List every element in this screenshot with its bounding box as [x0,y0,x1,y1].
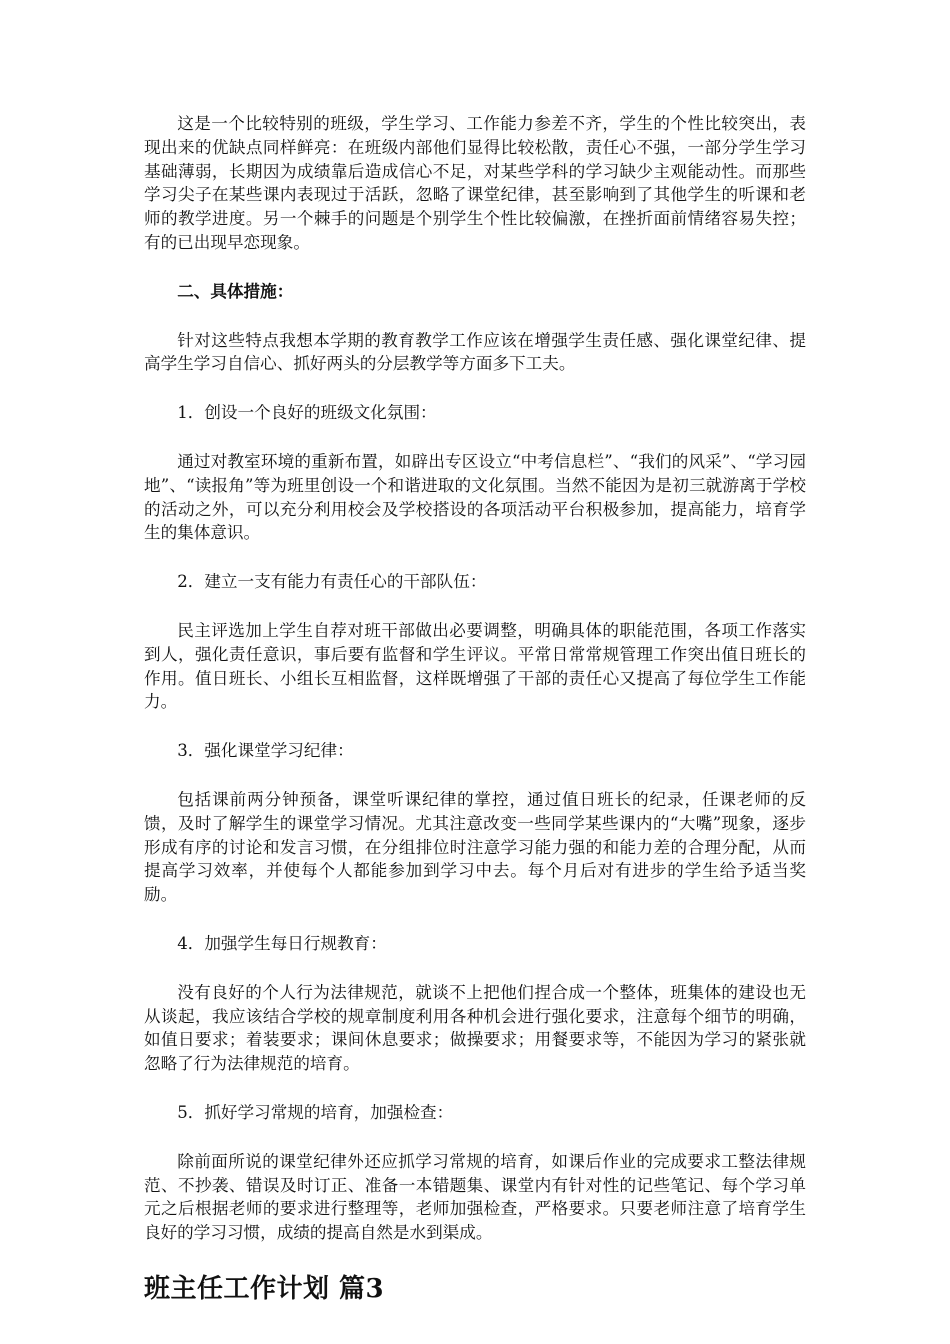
item-4-daily-conduct: 4．加强学生每日行规教育： [177,933,387,953]
item-3-classroom-discipline: 3．强化课堂学习纪律： [177,741,354,761]
paragraph-cadre-team: 民主评选加上学生自荐对班干部做出必要调整，明确具体的职能范围，各项工作落实到人，强化责任意识，事后要有监督和学生评议。平常日常常规管理工作突出值日班长的作用。值日班长、小组长互相监督，这样既增强了干部的责任心又提高了每位学生工作能力。 [144,620,806,712]
paragraph-class-culture: 通过对教室环境的重新布置，如辟出专区设立“中考信息栏”、“我们的风采”、“学习园地”、“读报角”等为班里创设一个和谐进取的文化氛围。当然不能因为是初三就游离于学校的活动之外，可以充分利用校会及学校搭设的各项活动平台积极参加，提高能力，培育学生的集体意识。 [144,451,806,543]
paragraph-classroom-discipline: 包括课前两分钟预备，课堂听课纪律的掌控，通过值日班长的纪录，任课老师的反馈，及时了解学生的课堂学习情况。尤其注意改变一些同学某些课内的“大嘴”现象，逐步形成有序的讨论和发言习惯，在分组排位时注意学习能力强的和能力差的合理分配，从而提高学习效率，并使每个人都能参加到学习中去。每个月后对有进步的学生给予适当奖励。 [144,789,806,905]
item-5-study-habits: 5．抓好学习常规的培育，加强检查： [177,1102,454,1122]
document-page [144,112,806,1307]
item-1-class-culture: 1．创设一个良好的班级文化氛围： [177,403,437,423]
paragraph-study-habits: 除前面所说的课堂纪律外还应抓学习常规的培育，如课后作业的完成要求工整法律规范、不抄袭、错误及时订正、准备一本错题集、课堂内有针对性的记些笔记、每个学习单元之后根据老师的要求进行整理等，老师加强检查，严格要求。只要老师注意了培育学生良好的学习习惯，成绩的提高自然是水到渠成。 [144,1151,806,1243]
paragraph-daily-conduct: 没有良好的个人行为法律规范，就谈不上把他们捏合成一个整体，班集体的建设也无从谈起，我应该结合学校的规章制度利用各种机会进行强化要求，注意每个细节的明确，如值日要求；着装要求；课间休息要求；做操要求；用餐要求等，不能因为学习的紧张就忽略了行为法律规范的培育。 [144,982,806,1074]
item-2-cadre-team: 2．建立一支有能力有责任心的干部队伍： [177,572,487,592]
heading-specific-measures: 二、具体措施： [177,280,294,301]
paragraph-measures-intro: 针对这些特点我想本学期的教育教学工作应该在增强学生责任感、强化课堂纪律、提高学生学习自信心、抓好两头的分层教学等方面多下工夫。 [144,330,806,374]
section-title: 班主任工作计划 篇3 [144,1273,385,1304]
paragraph-class-overview: 这是一个比较特别的班级，学生学习、工作能力参差不齐，学生的个性比较突出，表现出来的优缺点同样鲜亮：在班级内部他们显得比较松散，责任心不强，一部分学生学习基础薄弱，长期因为成绩靠后造成信心不足，对某些学科的学习缺少主观能动性。而那些学习尖子在某些课内表现过于活跃，忽略了课堂纪律，甚至影响到了其他学生的听课和老师的教学进度。另一个棘手的问题是个别学生个性比较偏激，在挫折面前情绪容易失控；有的已出现早恋现象。 [144,114,806,252]
